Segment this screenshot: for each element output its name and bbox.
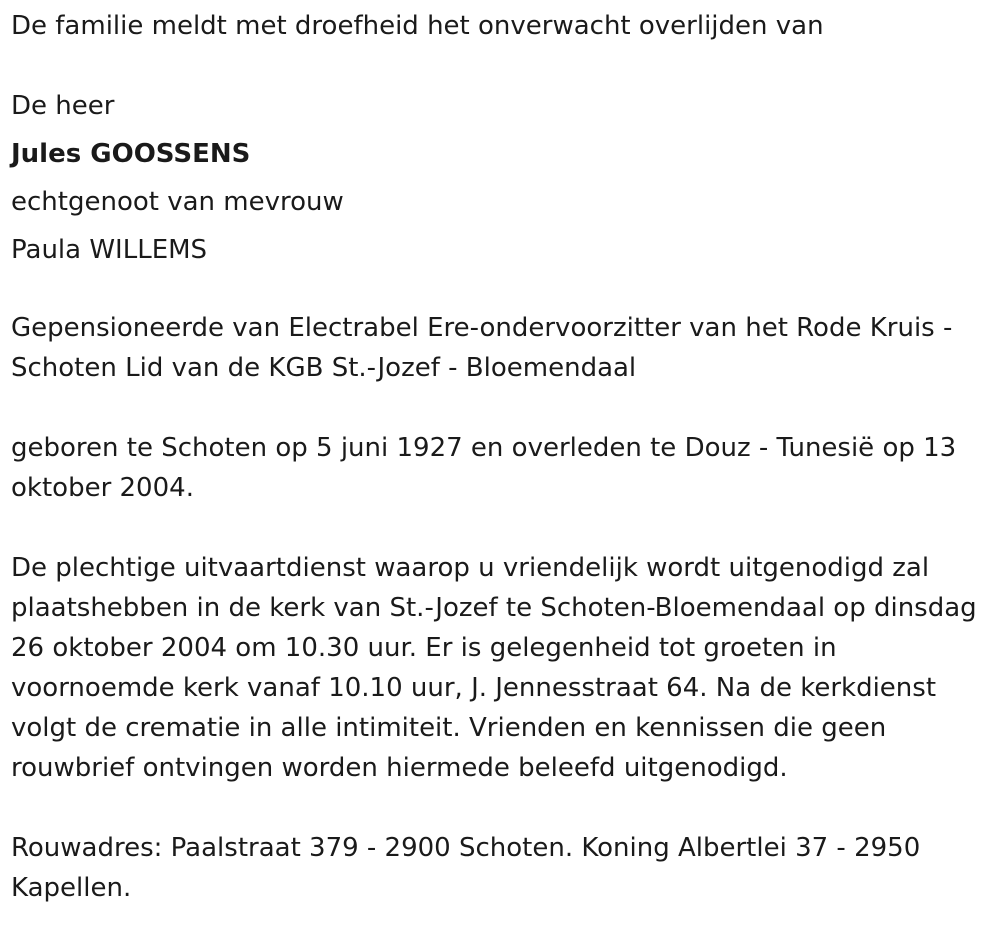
salutation: De heer [11,91,115,121]
funeral-text: De plechtige uitvaartdienst waarop u vriendelijk wordt uitgenodigd zal plaatshebben in de kerk van St.-Jozef te Schoten-Bloemendaal op dinsdag 26 oktober 2004 om 10.30 uur. Er is gelegenheid tot groeten in voornoemde kerk vanaf 10.10 uur, J. Jennesstraat 64. Na de kerkdienst volgt de crematie in alle intimiteit. Vrienden en kennissen die geen rouwbrief ontvingen worden hiermede beleefd uitgenodigd. [11,553,977,783]
intro-text: De familie meldt met droefheid het onverwacht overlijden van [11,11,824,41]
life-dates-text: geboren te Schoten op 5 juni 1927 en overleden te Douz - Tunesië op 13 oktober 2004. [11,433,957,503]
spacer [11,50,986,82]
affiliations-text: Gepensioneerde van Electrabel Ere-ondervoorzitter van het Rode Kruis - Schoten Lid van de KGB St.-Jozef - Bloemendaal [11,313,953,383]
spacer [11,388,986,428]
spacer [11,788,986,828]
spacer [11,274,986,308]
spouse-name: Paula WILLEMS [11,235,208,265]
death-notice [11,0,986,908]
deceased-name: Jules GOOSSENS [11,139,251,169]
spouse-line: echtgenoot van mevrouw [11,187,344,217]
mourning-address: Rouwadres: Paalstraat 379 - 2900 Schoten. Koning Albertlei 37 - 2950 Kapellen. [11,833,921,903]
spacer [11,508,986,548]
